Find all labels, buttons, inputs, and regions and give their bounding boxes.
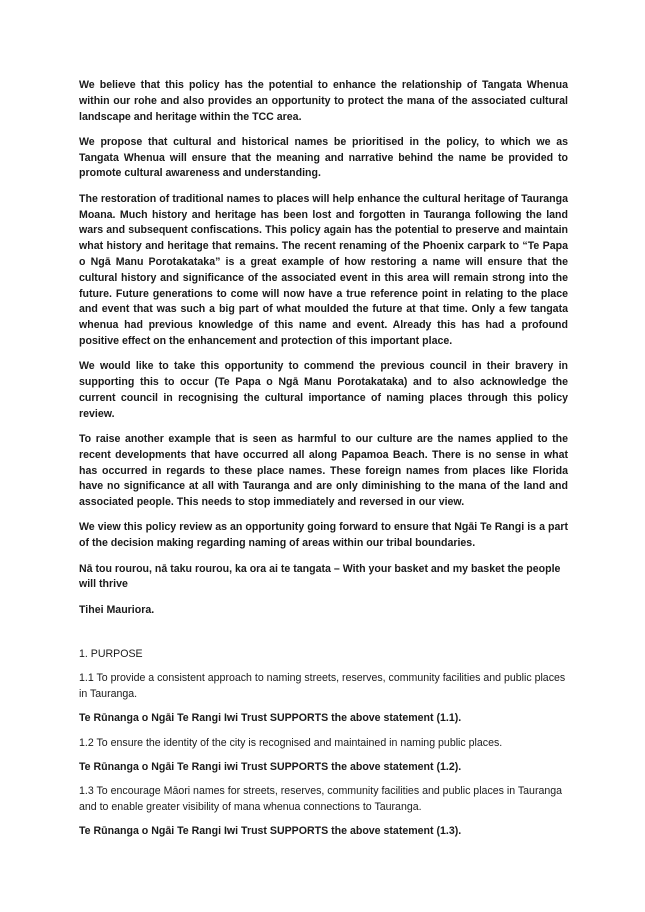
support-statement-1-3: Te Rūnanga o Ngāi Te Rangi Iwi Trust SUPPORTS the above statement (1.3). xyxy=(79,825,462,838)
paragraph-policy-review: We view this policy review as an opportunity going forward to ensure that Ngāi Te Rangi is a part of the decision making regarding naming of areas within our tribal boundaries. xyxy=(79,521,568,550)
paragraph-commend-council: We would like to take this opportunity to commend the previous council in their bravery in supporting this to occur (Te Papa o Ngā Manu Porotakataka) and to also acknowledge the current council in recognising the cultural importance of naming places through this policy review. xyxy=(79,360,568,420)
closing-line: Tihei Mauriora. xyxy=(79,603,155,616)
purpose-item-1-1: 1.1 To provide a consistent approach to naming streets, reserves, community facilities and public places in Tauranga. xyxy=(79,672,566,700)
paragraph-prioritise-names: We propose that cultural and historical names be prioritised in the policy, to which we as Tangata Whenua will ensure that the meaning and narrative behind the name be provided to promote cultural awareness and understanding. xyxy=(79,135,568,180)
paragraph-restoration: The restoration of traditional names to places will help enhance the cultural heritage of Tauranga Moana. Much history and heritage has been lost and forgotten in Tauranga following the land wars and subsequent confiscations. This policy again has the potential to preserve and maintain what history and heritage that remains. The recent renaming of the Phoenix carpark to “Te Papa o Ngā Manu Porotakataka” is a great example of how restoring a name will ensure that the cultural history and significance of the associated event in this area will remain strong into the future. Future generations to come will now have a true reference point in relating to the place and event that was such a big part of what moulded the future at that time. Only a few tangata whenua had previous knowledge of this name and event. Already this has had a profound positive effect on the enhancement and protection of this important place. xyxy=(79,192,568,347)
purpose-item-1-3: 1.3 To encourage Māori names for streets, reserves, community facilities and public places in Tauranga and to enable greater visibility of mana whenua connections to Tauranga. xyxy=(79,785,563,813)
support-statement-1-2: Te Rūnanga o Ngāi Te Rangi iwi Trust SUPPORTS the above statement (1.2). xyxy=(79,760,462,773)
paragraph-papamoa-example: To raise another example that is seen as harmful to our culture are the names applied to the recent developments that have occurred all along Papamoa Beach. There is no sense in what has occurred in regards to these place names. These foreign names from places like Florida have no significance at all with Tauranga and are only diminishing to the mana of the land and associated people. This needs to stop immediately and reversed in our view. xyxy=(79,432,568,509)
proverb: Nā tou rourou, nā taku rourou, ka ora ai te tangata – With your basket and my basket the people will thrive xyxy=(79,562,561,591)
section-gap xyxy=(79,628,568,647)
document-page xyxy=(79,78,568,849)
paragraph-relationship: We believe that this policy has the potential to enhance the relationship of Tangata Whenua within our rohe and also provides an opportunity to protect the mana of the associated cultural landscape and heritage within the TCC area. xyxy=(79,79,568,123)
purpose-item-1-2: 1.2 To ensure the identity of the city is recognised and maintained in naming public places. xyxy=(79,736,503,749)
support-statement-1-1: Te Rūnanga o Ngāi Te Rangi Iwi Trust SUPPORTS the above statement (1.1). xyxy=(79,712,462,725)
purpose-heading: 1. PURPOSE xyxy=(79,647,143,660)
